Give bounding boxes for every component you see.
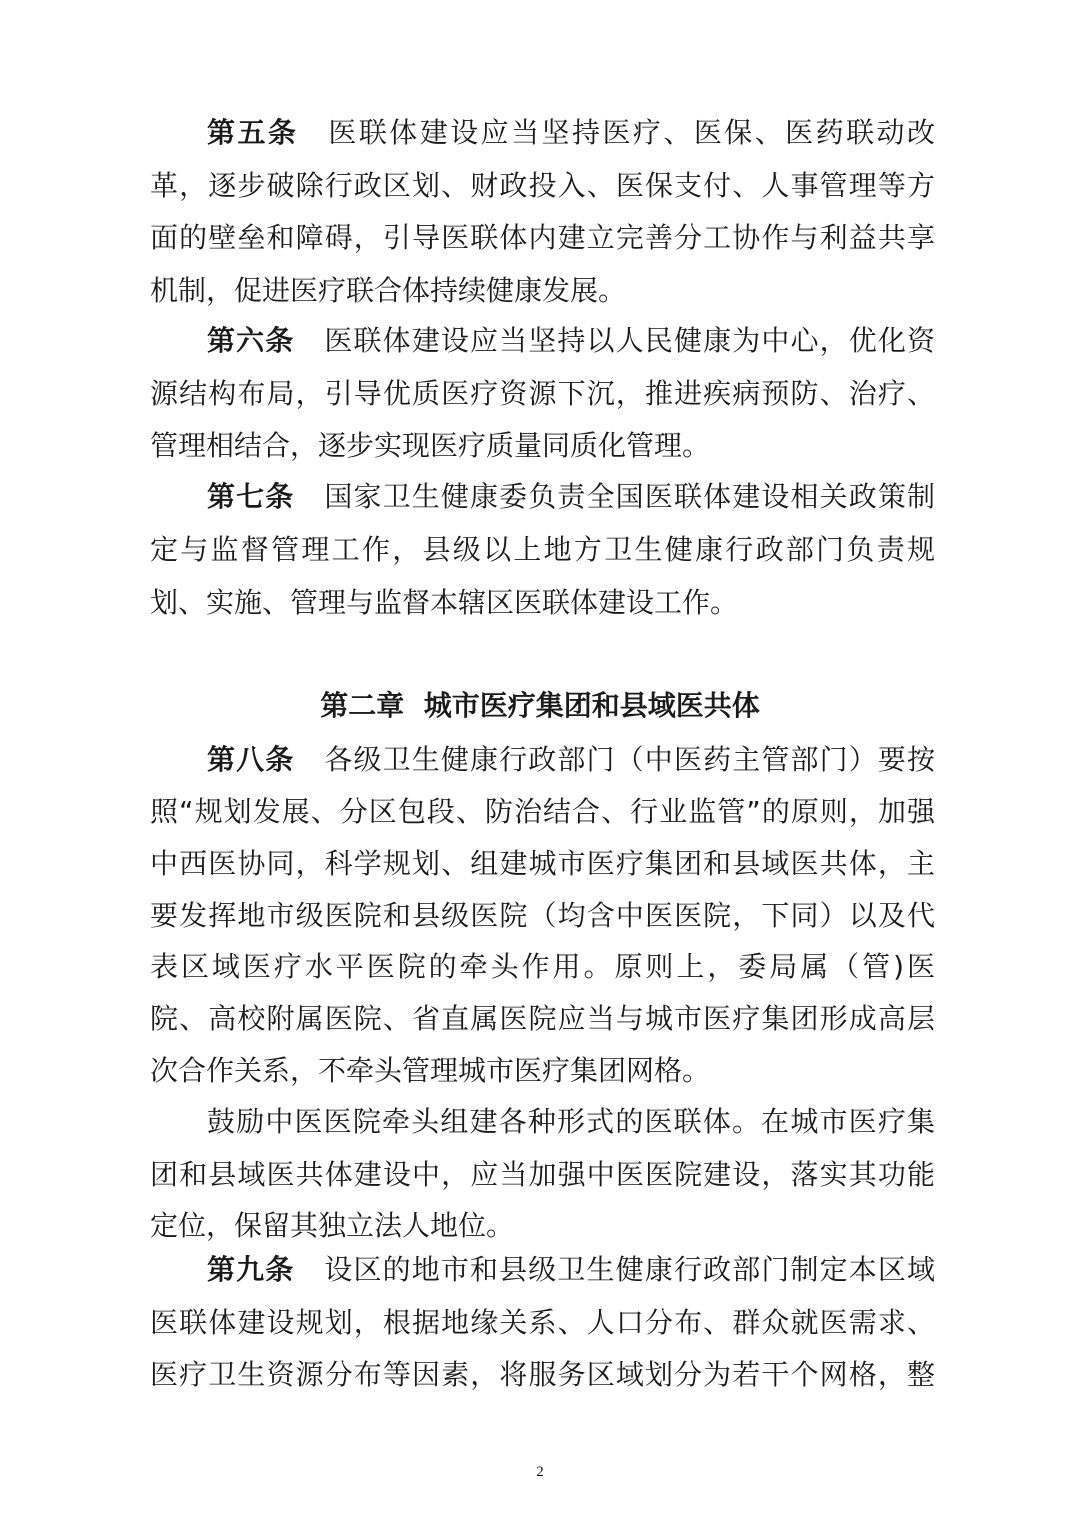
article-8-line bbox=[207, 742, 935, 778]
article-6-line: 源结构布局，引导优质医疗资源下沉，推进疾病预防、治疗、 bbox=[150, 377, 935, 410]
article-8-line: 要发挥地市级医院和县级医院（均含中医医院，下同）以及代 bbox=[150, 899, 935, 932]
article-text: 医联体建设应当坚持医疗、医保、医药联动改 bbox=[328, 116, 935, 149]
article-8-para2-line: 团和县域医共体建设中，应当加强中医医院建设，落实其功能 bbox=[150, 1158, 935, 1191]
article-6-line: 管理相结合，逐步实现医疗质量同质化管理。 bbox=[150, 429, 711, 462]
article-text: 设区的地市和县级卫生健康行政部门制定本区域 bbox=[324, 1253, 935, 1286]
article-text: 医联体建设应当坚持以人民健康为中心，优化资 bbox=[324, 324, 935, 357]
article-8-line: 中西医协同，科学规划、组建城市医疗集团和县域医共体，主 bbox=[150, 847, 935, 880]
article-8-line: 次合作关系，不牵头管理城市医疗集团网格。 bbox=[150, 1054, 711, 1087]
article-5-line: 面的壁垒和障碍，引导医联体内建立完善分工协作与利益共享 bbox=[150, 221, 935, 254]
article-5-line bbox=[207, 115, 935, 151]
article-text: 国家卫生健康委负责全国医联体建设相关政策制 bbox=[324, 480, 935, 513]
article-9-line bbox=[207, 1252, 935, 1288]
article-9-line: 医疗卫生资源分布等因素，将服务区域划分为若干个网格，整 bbox=[150, 1358, 935, 1391]
article-label: 第六条 bbox=[207, 324, 295, 357]
article-8-line: 表区域医疗水平医院的牵头作用。原则上，委局属（管)医 bbox=[150, 950, 935, 983]
article-label: 第五条 bbox=[207, 116, 299, 149]
article-label: 第七条 bbox=[207, 480, 295, 513]
article-5-line: 革，逐步破除行政区划、财政投入、医保支付、人事管理等方 bbox=[150, 169, 935, 202]
article-8-para2-line: 定位，保留其独立法人地位。 bbox=[150, 1209, 515, 1242]
article-label: 第八条 bbox=[207, 743, 295, 776]
article-9-line: 医联体建设规划，根据地缘关系、人口分布、群众就医需求、 bbox=[150, 1306, 935, 1339]
article-5-line: 机制，促进医疗联合体持续健康发展。 bbox=[150, 274, 627, 307]
article-7-line: 定与监督管理工作，县级以上地方卫生健康行政部门负责规 bbox=[150, 533, 935, 566]
article-text: 各级卫生健康行政部门（中医药主管部门）要按 bbox=[324, 743, 935, 776]
article-label: 第九条 bbox=[207, 1253, 295, 1286]
chapter-title: 第二章 城市医疗集团和县域医共体 bbox=[320, 689, 760, 722]
article-8-para2-line: 鼓励中医医院牵头组建各种形式的医联体。在城市医疗集 bbox=[207, 1105, 935, 1138]
article-7-line bbox=[207, 479, 935, 515]
article-7-line: 划、实施、管理与监督本辖区医联体建设工作。 bbox=[150, 586, 739, 619]
page-number: 2 bbox=[536, 1464, 544, 1480]
article-8-line: 照“规划发展、分区包段、防治结合、行业监管”的原则，加强 bbox=[150, 795, 935, 828]
article-6-line bbox=[207, 323, 935, 359]
article-8-line: 院、高校附属医院、省直属医院应当与城市医疗集团形成高层 bbox=[150, 1002, 935, 1035]
